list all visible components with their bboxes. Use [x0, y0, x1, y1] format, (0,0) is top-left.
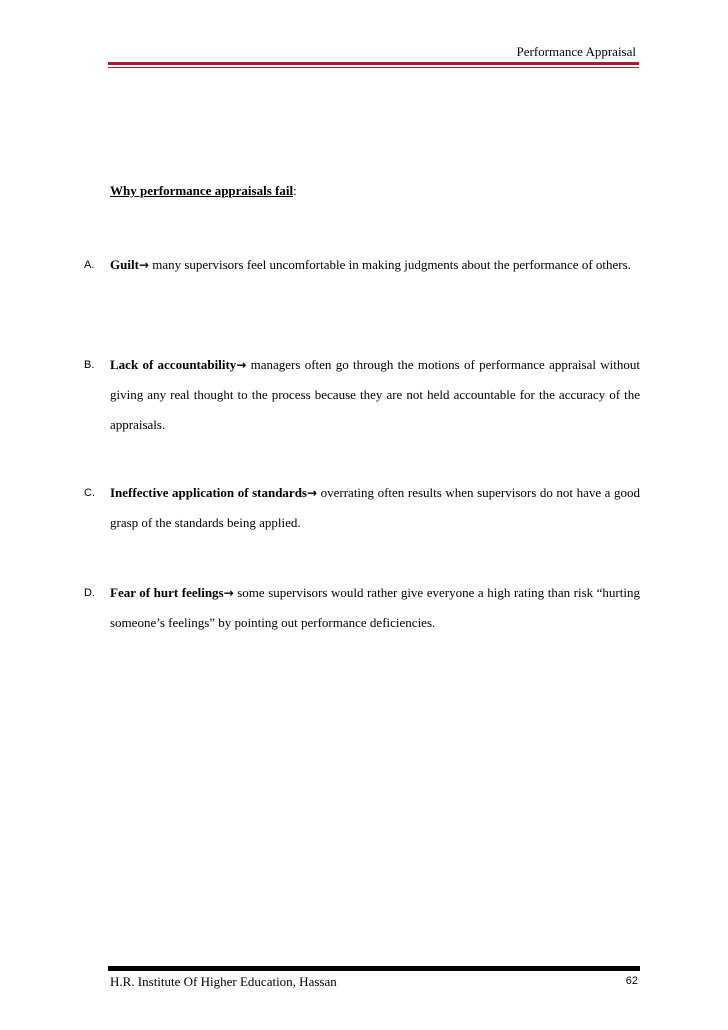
header-rule-thin — [108, 67, 639, 68]
list-item-text: some supervisors would rather give everyone a high rating than risk “hurting someone’s feelings” by pointing out performance deficiencies. — [110, 585, 640, 630]
list-item-term: Ineffective application of standards — [110, 485, 307, 500]
list-item-term: Fear of hurt feelings — [110, 585, 224, 600]
list-item-ineffective-standards — [84, 478, 640, 538]
list-item-guilt — [84, 250, 640, 280]
section-heading — [110, 183, 297, 199]
right-arrow-icon: → — [236, 358, 247, 372]
list-item-text: managers often go through the motions of performance appraisal without giving any real thought to the process because they are not held accountable for the accuracy of the appraisals. — [110, 357, 640, 432]
list-item-letter: C. — [84, 487, 95, 499]
list-item-term: Lack of accountability — [110, 357, 237, 372]
header-rule-thick — [108, 62, 639, 65]
list-item-fear-of-hurt-feelings — [84, 578, 640, 638]
running-header-title: Performance Appraisal — [516, 44, 636, 59]
section-heading-colon: : — [293, 183, 297, 198]
list-item-letter: B. — [84, 359, 95, 371]
list-item-lack-of-accountability — [84, 350, 640, 440]
right-arrow-icon: → — [223, 586, 234, 600]
right-arrow-icon: → — [138, 258, 149, 272]
footer-institution: H.R. Institute Of Higher Education, Hassan — [110, 974, 337, 989]
list-item-letter: A. — [84, 259, 95, 271]
section-heading-text: Why performance appraisals fail — [110, 183, 294, 198]
footer-rule — [108, 966, 640, 971]
list-item-text: overrating often results when supervisors do not have a good grasp of the standards being applied. — [110, 485, 640, 530]
right-arrow-icon: → — [307, 486, 318, 500]
list-item-text: many supervisors feel uncomfortable in making judgments about the performance of others. — [148, 257, 631, 272]
page-number: 62 — [625, 975, 638, 987]
list-item-letter: D. — [84, 587, 95, 599]
list-item-term: Guilt — [110, 257, 139, 272]
